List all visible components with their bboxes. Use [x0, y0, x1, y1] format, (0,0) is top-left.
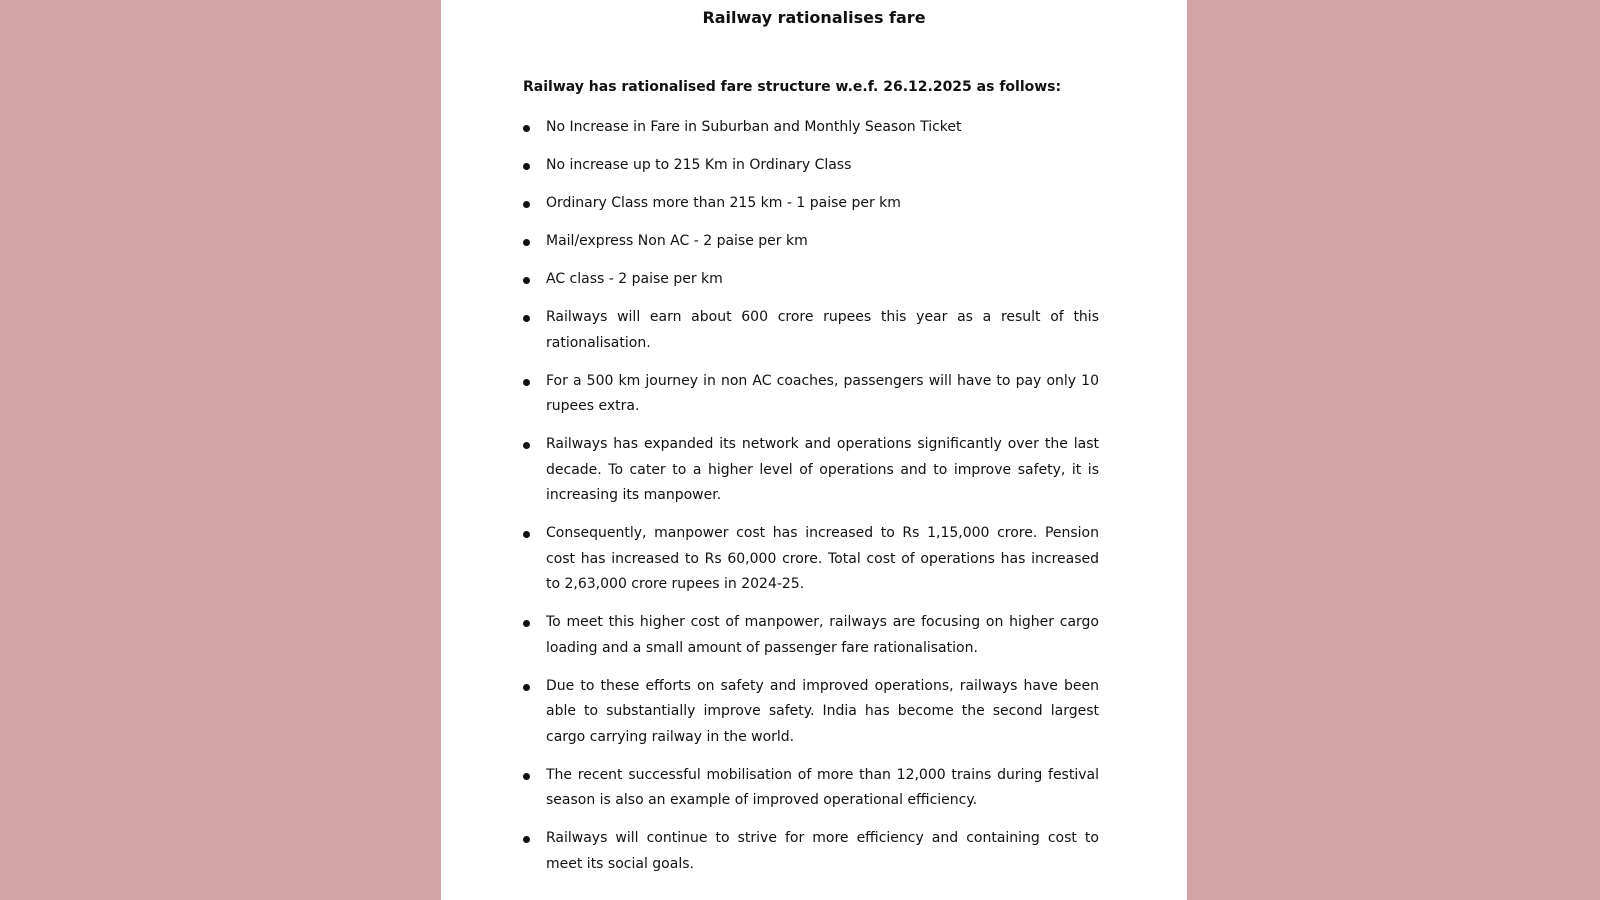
list-item-text: To meet this higher cost of manpower, railways are focusing on higher cargo loading and a small amount of passenger fare rationalisation. — [546, 614, 1099, 656]
list-item-text: Ordinary Class more than 215 km - 1 paise per km — [546, 195, 901, 211]
list-item — [523, 153, 1099, 179]
bullet-icon — [523, 531, 530, 538]
bullet-icon — [523, 620, 530, 627]
list-item — [523, 369, 1099, 420]
intro-heading: Railway has rationalised fare structure w.e.f. 26.12.2025 as follows: — [523, 79, 1062, 95]
bullet-icon — [523, 379, 530, 386]
list-item-text: No Increase in Fare in Suburban and Monthly Season Ticket — [546, 119, 962, 135]
list-item — [523, 191, 1099, 217]
bullet-icon — [523, 239, 530, 246]
bullet-icon — [523, 125, 530, 132]
bullet-icon — [523, 442, 530, 449]
document-page — [441, 0, 1187, 900]
list-item — [523, 305, 1099, 356]
list-item-text: Mail/express Non AC - 2 paise per km — [546, 233, 808, 249]
page-title: Railway rationalises fare — [702, 8, 926, 27]
list-item-text: No increase up to 215 Km in Ordinary Class — [546, 157, 852, 173]
bullet-icon — [523, 773, 530, 780]
bullet-icon — [523, 163, 530, 170]
bullet-icon — [523, 836, 530, 843]
list-item — [523, 229, 1099, 255]
bullet-icon — [523, 277, 530, 284]
bullet-list — [523, 115, 1099, 890]
list-item — [523, 115, 1099, 141]
list-item-text: AC class - 2 paise per km — [546, 271, 723, 287]
list-item — [523, 610, 1099, 661]
list-item — [523, 674, 1099, 751]
list-item — [523, 826, 1099, 877]
list-item-text: Railways will continue to strive for more efficiency and containing cost to meet its social goals. — [546, 830, 1099, 872]
list-item-text: For a 500 km journey in non AC coaches, passengers will have to pay only 10 rupees extra. — [546, 372, 1099, 414]
list-item — [523, 267, 1099, 293]
bullet-icon — [523, 315, 530, 322]
list-item-text: Consequently, manpower cost has increased to Rs 1,15,000 crore. Pension cost has increased to Rs 60,000 crore. Total cost of operations has increased to 2,63,000 crore rupees in 2024-25. — [546, 525, 1099, 592]
list-item-text: Due to these efforts on safety and improved operations, railways have been able to substantially improve safety. India has become the second largest cargo carrying railway in the world. — [546, 677, 1099, 745]
list-item-text: Railways has expanded its network and operations significantly over the last decade. To cater to a higher level of operations and to improve safety, it is increasing its manpower. — [546, 436, 1099, 503]
list-item-text: The recent successful mobilisation of more than 12,000 trains during festival season is also an example of improved operational efficiency. — [546, 766, 1099, 808]
bullet-icon — [523, 684, 530, 691]
bullet-icon — [523, 201, 530, 208]
list-item — [523, 763, 1099, 814]
list-item-text: Railways will earn about 600 crore rupees this year as a result of this rationalisation. — [546, 309, 1099, 351]
list-item — [523, 432, 1099, 509]
list-item — [523, 521, 1099, 598]
